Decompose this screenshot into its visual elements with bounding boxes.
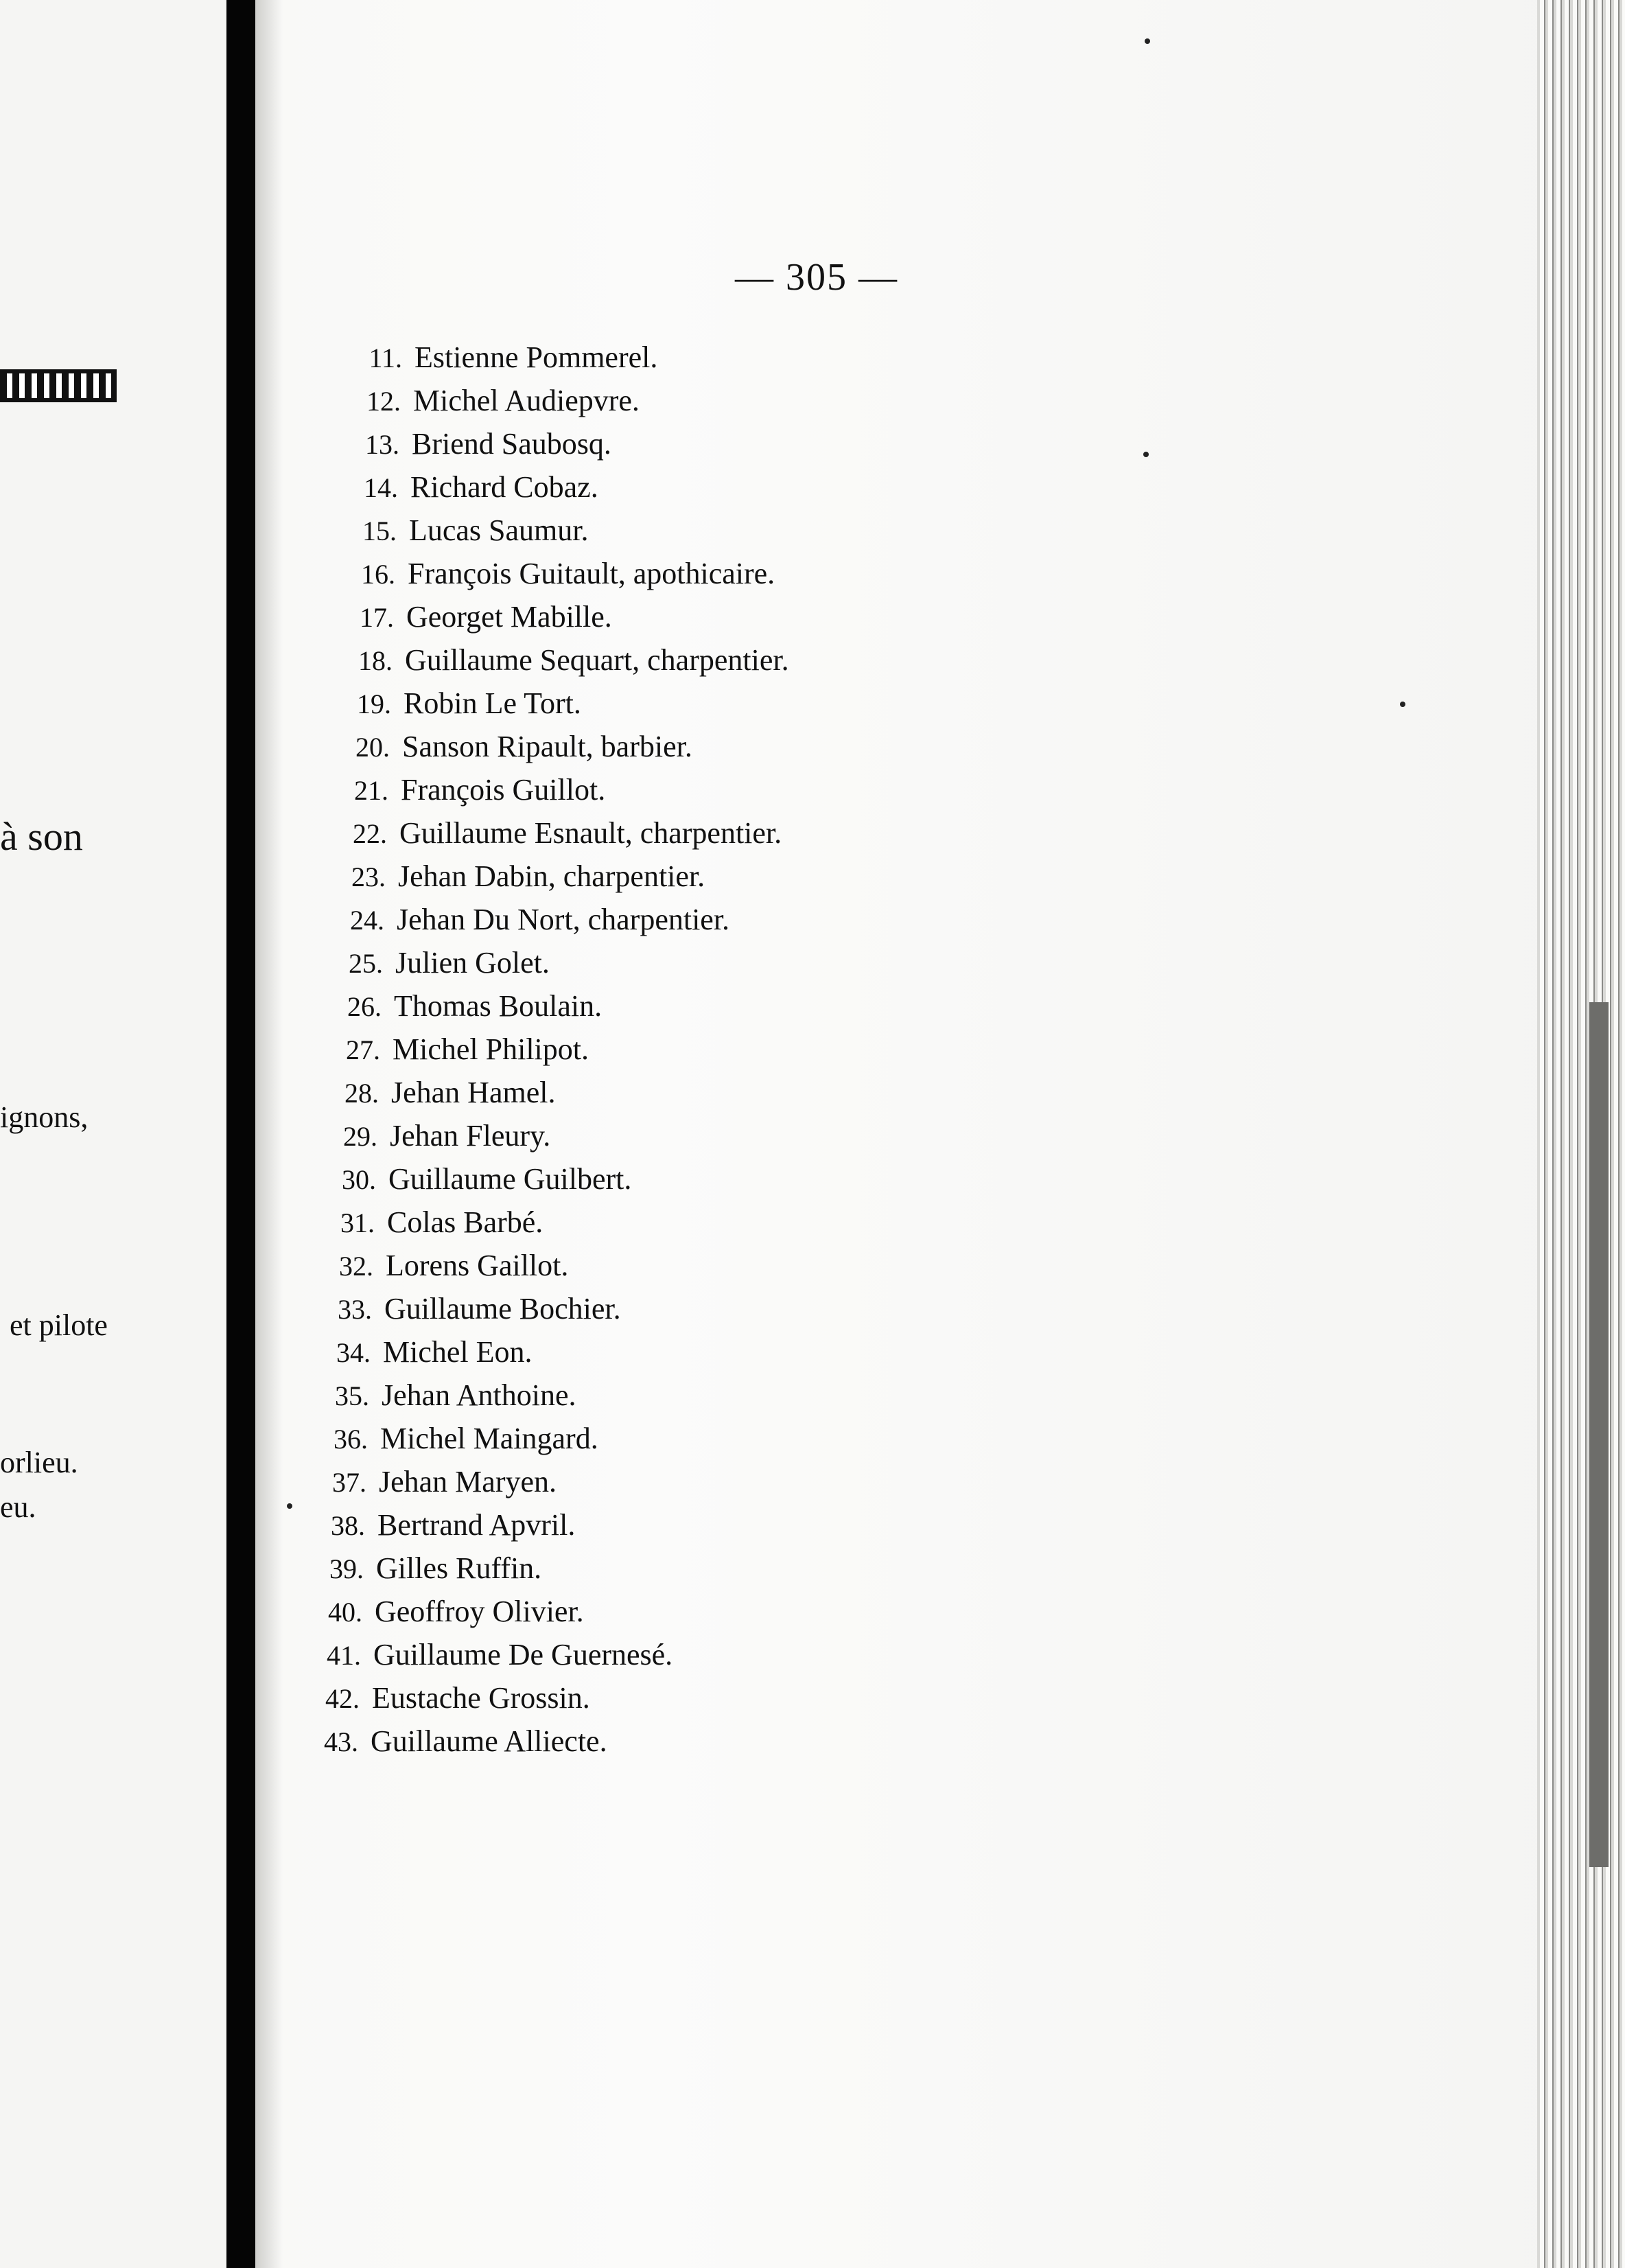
list-item: [316, 1201, 543, 1244]
entry-number: 33.: [338, 1294, 372, 1325]
entry-name: Jehan Du Nort, charpentier.: [397, 903, 730, 936]
list-item: [305, 1547, 541, 1590]
entry-number: 41.: [327, 1640, 361, 1671]
entry-name: Bertrand Apvril.: [377, 1508, 576, 1542]
entry-name: Michel Philipot.: [393, 1032, 589, 1066]
entry-name: Georget Mabille.: [406, 600, 612, 634]
entry-number: 30.: [342, 1164, 376, 1195]
entry-number: 12.: [366, 386, 401, 417]
list-item: [327, 855, 705, 898]
entry-name: Michel Maingard.: [380, 1422, 598, 1455]
entry-name: Guillaume Guilbert.: [388, 1162, 632, 1196]
entry-number: 40.: [328, 1597, 362, 1628]
list-item: [309, 1418, 598, 1460]
entry-name: Robin Le Tort.: [404, 686, 581, 720]
entry-name: Richard Cobaz.: [410, 470, 598, 504]
list-item: [339, 466, 598, 509]
list-item: [331, 726, 692, 768]
entry-number: 23.: [351, 861, 386, 892]
entry-number: 27.: [346, 1034, 380, 1065]
list-item: [332, 682, 581, 725]
facing-page-fragment: ignons,: [0, 1100, 89, 1134]
entry-number: 22.: [353, 818, 387, 849]
entry-number: 13.: [365, 429, 399, 460]
list-item: [312, 1331, 533, 1374]
gutter-shadow: [255, 0, 283, 2268]
entry-name: Jehan Fleury.: [390, 1119, 551, 1153]
entry-name: Thomas Boulain.: [394, 989, 603, 1023]
list-item: [338, 509, 589, 552]
entry-number: 19.: [357, 688, 391, 719]
facing-page-fragment: eu.: [0, 1490, 36, 1524]
entry-name: Eustache Grossin.: [372, 1681, 590, 1715]
entry-number: 42.: [325, 1683, 360, 1714]
page-edges: [1537, 0, 1625, 2268]
list-item: [328, 812, 782, 855]
page-number: — 305 —: [735, 256, 898, 299]
entry-name: Jehan Dabin, charpentier.: [398, 859, 705, 893]
entry-number: 36.: [334, 1424, 368, 1455]
list-item: [314, 1245, 568, 1287]
list-item: [318, 1115, 550, 1157]
entry-name: Estienne Pommerel.: [414, 340, 658, 374]
entry-number: 25.: [349, 948, 383, 979]
entry-number: 11.: [369, 343, 402, 373]
entry-number: 32.: [339, 1251, 373, 1282]
entry-name: Jehan Anthoine.: [382, 1378, 576, 1412]
entry-number: 31.: [340, 1207, 375, 1238]
list-item: [317, 1158, 631, 1201]
entry-number: 14.: [364, 472, 398, 503]
entry-name: Gilles Ruffin.: [376, 1551, 542, 1585]
list-item: [323, 985, 602, 1028]
entry-name: Briend Saubosq.: [412, 427, 611, 461]
list-item: [310, 1374, 576, 1417]
list-item: [342, 380, 640, 422]
facing-page-fragment: et pilote: [10, 1308, 108, 1342]
book-gutter: [226, 0, 255, 2268]
entry-name: Michel Audiepvre.: [413, 384, 640, 417]
entry-number: 18.: [358, 645, 393, 676]
entry-number: 20.: [355, 732, 390, 763]
list-item: [307, 1461, 557, 1503]
page-edge-shadow: [1589, 1002, 1609, 1867]
entry-name: Lorens Gaillot.: [386, 1249, 569, 1282]
facing-page-fragment: à son: [0, 814, 83, 859]
entry-name: Guillaume Sequart, charpentier.: [405, 643, 789, 677]
list-item: [299, 1720, 607, 1763]
entry-name: François Guitault, apothicaire.: [408, 557, 775, 590]
entry-name: Geoffroy Olivier.: [375, 1595, 584, 1628]
entry-name: Colas Barbé.: [387, 1205, 543, 1239]
list-item: [321, 1028, 589, 1071]
list-item: [324, 942, 550, 984]
entry-number: 34.: [336, 1337, 371, 1368]
entry-name: Julien Golet.: [395, 946, 550, 980]
list-item: [313, 1288, 621, 1330]
entry-number: 15.: [362, 516, 397, 546]
entry-name: Jehan Maryen.: [379, 1465, 557, 1498]
list-item: [343, 336, 657, 379]
entry-number: 26.: [347, 991, 382, 1022]
entry-number: 21.: [354, 775, 388, 806]
entry-name: Guillaume Esnault, charpentier.: [399, 816, 782, 850]
entry-name: Guillaume De Guernesé.: [373, 1638, 673, 1671]
decorative-border-ornament: [0, 369, 117, 402]
entry-name: François Guillot.: [401, 773, 606, 807]
entry-number: 17.: [360, 602, 394, 633]
entry-number: 37.: [332, 1467, 366, 1498]
entry-number: 38.: [331, 1510, 365, 1541]
list-item: [320, 1072, 555, 1114]
entry-number: 43.: [324, 1726, 358, 1757]
entry-name: Guillaume Bochier.: [384, 1292, 621, 1326]
entry-number: 28.: [344, 1078, 379, 1109]
entry-number: 24.: [350, 905, 384, 936]
facing-page-fragment: orlieu.: [0, 1446, 78, 1479]
paper-speck: [1145, 38, 1150, 44]
list-item: [302, 1634, 673, 1676]
entry-name: Lucas Saumur.: [409, 513, 589, 547]
list-item: [325, 899, 729, 941]
entry-name: Michel Eon.: [383, 1335, 533, 1369]
entry-number: 39.: [329, 1553, 364, 1584]
list-item: [303, 1590, 584, 1633]
entry-number: 16.: [361, 559, 395, 590]
entry-number: 29.: [343, 1121, 377, 1152]
entry-number: 35.: [335, 1380, 369, 1411]
paper-speck: [1400, 702, 1405, 707]
list-item: [301, 1677, 590, 1720]
list-item: [340, 423, 611, 465]
entry-name: Guillaume Alliecte.: [371, 1724, 607, 1758]
paper-speck: [1143, 452, 1149, 457]
list-item: [329, 769, 605, 811]
paper-speck: [287, 1503, 292, 1509]
list-item: [334, 639, 789, 682]
list-item: [335, 596, 612, 638]
entry-name: Sanson Ripault, barbier.: [402, 730, 692, 763]
list-item: [336, 553, 775, 595]
list-item: [306, 1504, 575, 1547]
facing-page-strip: [0, 0, 226, 2268]
entry-name: Jehan Hamel.: [391, 1076, 556, 1109]
